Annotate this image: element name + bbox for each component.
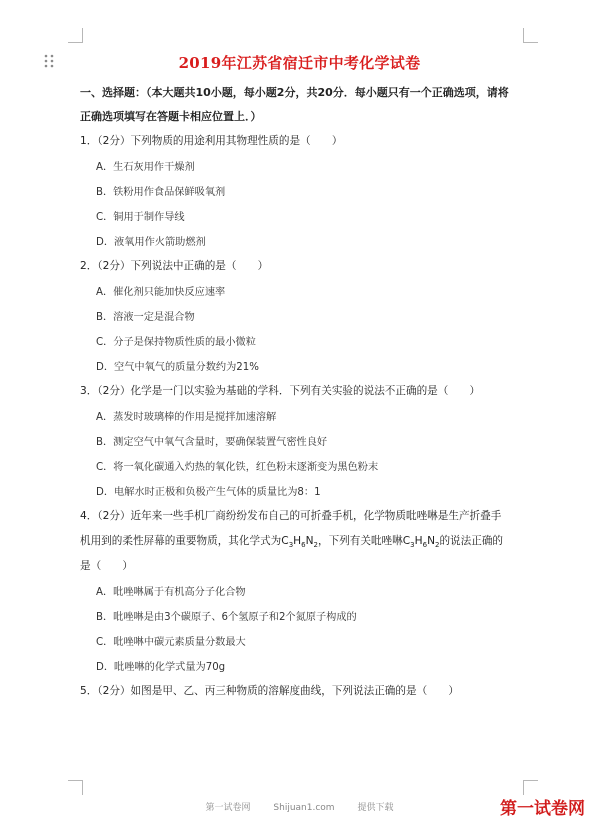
question-2-option-c: C．分子是保持物质性质的最小微粒 — [96, 337, 256, 348]
question-1-option-a: A．生石灰用作干燥剂 — [96, 162, 195, 173]
question-5-stem: 5．（2分）如图是甲、乙、丙三种物质的溶解度曲线，下列说法正确的是（ ） — [80, 685, 459, 697]
question-3-option-d: D．电解水时正极和负极产生气体的质量比为8：1 — [96, 487, 321, 498]
question-1-stem: 1．（2分）下列物质的用途利用其物理性质的是（ ） — [80, 135, 343, 147]
question-2-stem: 2．（2分）下列说法中正确的是（ ） — [80, 260, 269, 272]
question-3-stem: 3．（2分）化学是一门以实验为基础的学科．下列有关实验的说法不正确的是（ ） — [80, 385, 481, 397]
question-4-option-b: B．吡唑啉是由3个碳原子、6个氢原子和2个氮原子构成的 — [96, 612, 357, 623]
question-3-option-c: C．将一氧化碳通入灼热的氧化铁，红色粉末逐渐变为黑色粉末 — [96, 462, 379, 473]
question-4-stem-line2: 机用到的柔性屏幕的重要物质，其化学式为$C_3H_6N_2$，下列有关吡唑啉$C_3H_6N_2$的说法正确的 — [80, 535, 504, 550]
question-4-option-c: C．吡唑啉中碳元素质量分数最大 — [96, 637, 246, 648]
crop-mark-bottom-left — [68, 780, 83, 795]
section-instructions-line2: 正确选项填写在答题卡相应位置上．） — [80, 110, 262, 123]
footer-site-url[interactable]: Shijuan1.com — [273, 803, 335, 813]
question-4-stem-line3: 是（ ） — [80, 560, 133, 572]
question-1-option-d: D．液氧用作火箭助燃剂 — [96, 237, 206, 248]
question-1-option-b: B．铁粉用作食品保鲜吸氧剂 — [96, 187, 226, 198]
question-2-option-a: A．催化剂只能加快反应速率 — [96, 287, 226, 298]
footer-site-name: 第一试卷网 — [205, 803, 251, 813]
question-3-option-a: A．蒸发时玻璃棒的作用是搅拌加速溶解 — [96, 412, 277, 423]
page-title: 2019年江苏省宿迁市中考化学试卷 — [178, 54, 421, 72]
crop-mark-bottom-right — [523, 780, 538, 795]
question-2-option-b: B．溶液一定是混合物 — [96, 312, 195, 323]
crop-mark-top-left — [68, 28, 83, 43]
question-1-option-c: C．铜用于制作导线 — [96, 212, 185, 223]
question-2-option-d: D．空气中氧气的质量分数约为21% — [96, 362, 259, 373]
question-4-stem-line1: 4．（2分）近年来一些手机厂商纷纷发布自己的可折叠手机，化学物质吡唑啉是生产折叠手 — [80, 510, 502, 522]
footer-download-text: 提供下载 — [357, 803, 394, 813]
question-4-option-d: D．吡唑啉的化学式量为70g — [96, 662, 226, 673]
question-4-option-a: A．吡唑啉属于有机高分子化合物 — [96, 587, 246, 598]
brand-logo: 第一试卷网 — [500, 799, 585, 819]
section-instructions-line1: 一、选择题：（本大题共10小题，每小题2分，共20分．每小题只有一个正确选项，请将 — [80, 86, 509, 99]
crop-mark-top-right — [523, 28, 538, 43]
question-3-option-b: B．测定空气中氧气含量时，要确保装置气密性良好 — [96, 437, 328, 448]
